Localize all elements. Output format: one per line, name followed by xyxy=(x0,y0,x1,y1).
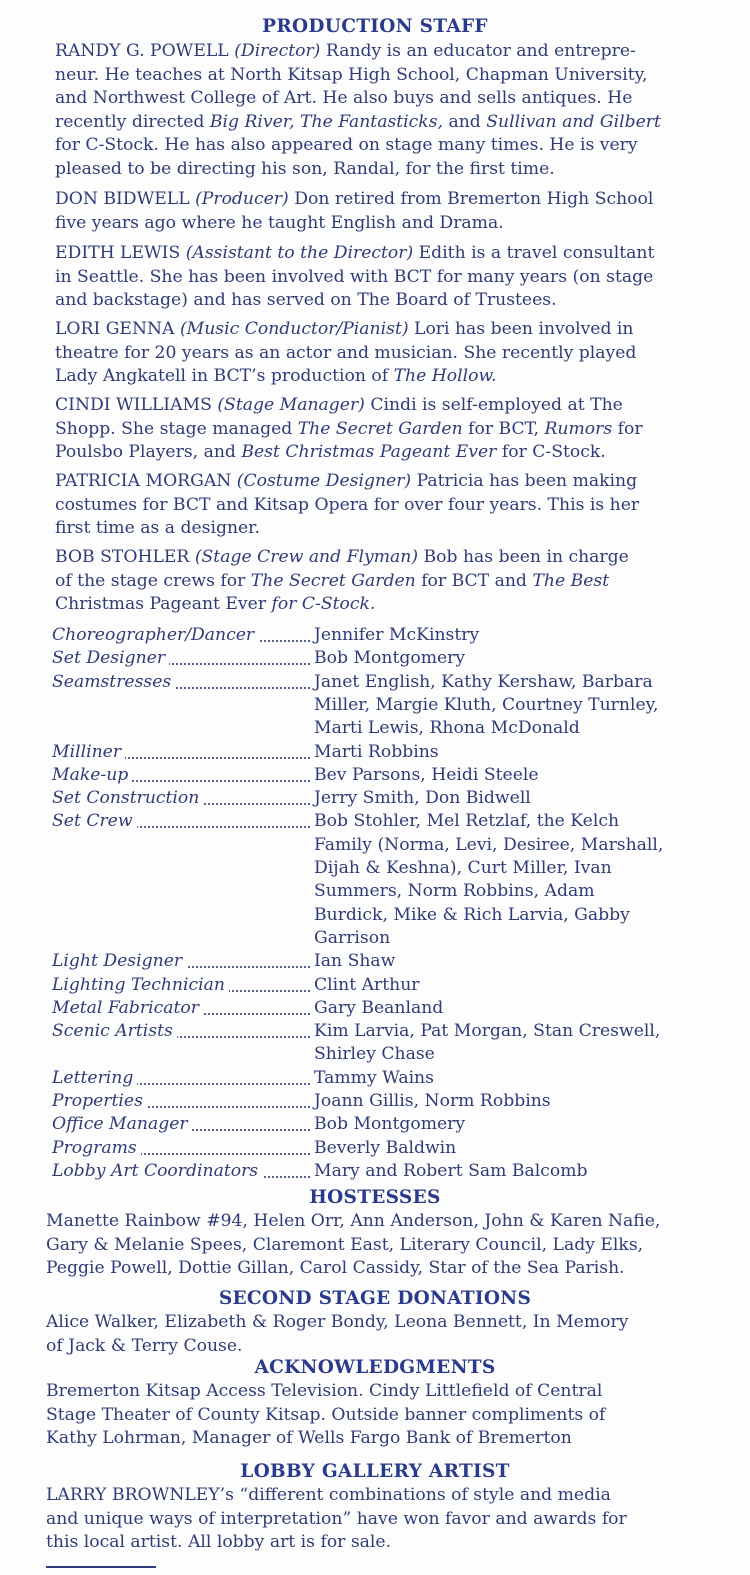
credit-name-line: Miller, Margie Kluth, Courtney Turnley, xyxy=(314,694,659,715)
credit-row xyxy=(52,1020,712,1067)
credit-row xyxy=(52,624,712,647)
credit-name-line: Mary and Robert Sam Balcomb xyxy=(314,1160,588,1181)
role-label: Properties xyxy=(52,1091,147,1111)
bio-line xyxy=(55,134,710,158)
bio-entry xyxy=(55,394,710,465)
bio-text: Don retired from Bremerton High School xyxy=(294,189,654,209)
credit-name-line: Tammy Wains xyxy=(314,1067,434,1088)
acknowledgments-heading: ACKNOWLEDGMENTS xyxy=(254,1357,496,1378)
bio-line xyxy=(55,470,710,494)
staff-role: (Producer) xyxy=(195,189,289,209)
credit-names xyxy=(314,1137,714,1160)
credit-role xyxy=(52,741,310,764)
credit-row xyxy=(52,810,712,950)
bio-text: five years ago where he taught English and Drama. xyxy=(55,212,504,233)
hostesses-heading: HOSTESSES xyxy=(309,1187,441,1208)
bio-line xyxy=(55,418,710,442)
staff-name: BOB STOHLER xyxy=(55,547,190,567)
work-title: Best Christmas Pageant Ever xyxy=(241,442,497,462)
bio-entry xyxy=(55,242,710,313)
staff-name: DON BIDWELL xyxy=(55,189,190,209)
paragraph-line: Stage Theater of County Kitsap. Outside banner compliments of xyxy=(46,1404,606,1425)
credit-role xyxy=(52,950,310,973)
credit-role xyxy=(52,1113,310,1136)
bio-line xyxy=(55,570,710,594)
credit-role xyxy=(52,974,310,997)
bio-text: of the stage crews for xyxy=(55,570,251,591)
credit-name-line: Bev Parsons, Heidi Steele xyxy=(314,764,539,785)
bio-line xyxy=(55,342,710,366)
bio-text: for BCT and xyxy=(415,570,533,591)
credit-row xyxy=(52,787,712,810)
credit-name-line: Family (Norma, Levi, Desiree, Marshall, xyxy=(314,834,664,855)
bio-text: Shopp. She stage managed xyxy=(55,418,298,439)
staff-role: (Director) xyxy=(234,41,321,61)
bio-line xyxy=(55,494,710,518)
credit-row xyxy=(52,974,712,997)
credit-role xyxy=(52,624,310,647)
role-label: Metal Fabricator xyxy=(52,998,203,1018)
credit-name-line: Summers, Norm Robbins, Adam xyxy=(314,881,595,902)
credit-names xyxy=(314,624,714,647)
paragraph-line: Gary & Melanie Spees, Claremont East, Literary Council, Lady Elks, xyxy=(46,1234,644,1255)
credit-row xyxy=(52,1067,712,1090)
credit-name-line: Burdick, Mike & Rich Larvia, Gabby xyxy=(314,904,630,925)
credit-name-line: Garrison xyxy=(314,927,391,948)
role-label: Light Designer xyxy=(52,951,186,971)
credit-role xyxy=(52,671,310,694)
credit-role xyxy=(52,787,310,810)
hostesses-text xyxy=(46,1210,711,1281)
bio-text: Edith is a travel consultant xyxy=(418,243,655,263)
bio-text: recently directed xyxy=(55,111,210,132)
bio-entry xyxy=(55,188,710,235)
production-staff-heading: PRODUCTION STAFF xyxy=(262,16,488,37)
bio-line xyxy=(55,64,710,88)
credit-row xyxy=(52,671,712,741)
credit-role xyxy=(52,647,310,670)
acknowledgments-text xyxy=(46,1380,711,1451)
credit-name-line: Marti Robbins xyxy=(314,741,439,762)
bio-entry xyxy=(55,470,710,541)
lobby-gallery-text xyxy=(46,1484,711,1555)
credit-names xyxy=(314,810,714,950)
credit-name-line: Marti Lewis, Rhona McDonald xyxy=(314,718,580,739)
credit-names xyxy=(314,950,714,973)
role-label: Office Manager xyxy=(52,1114,192,1134)
credit-names xyxy=(314,1020,714,1067)
paragraph-line: Alice Walker, Elizabeth & Roger Bondy, Leona Bennett, In Memory xyxy=(46,1312,629,1332)
role-label: Set Crew xyxy=(52,811,137,831)
bio-entry xyxy=(55,546,710,617)
bio-text: theatre for 20 years as an actor and musician. She recently played xyxy=(55,342,637,363)
paragraph-line: Manette Rainbow #94, Helen Orr, Ann Anderson, John & Karen Nafie, xyxy=(46,1211,661,1231)
bio-text: Christmas Pageant Ever xyxy=(55,594,267,614)
role-label: Lighting Technician xyxy=(52,975,229,995)
work-title: The Hollow. xyxy=(393,366,497,386)
bio-text: for xyxy=(612,418,643,439)
credit-names xyxy=(314,1160,714,1183)
credit-role xyxy=(52,1090,310,1113)
bio-text: Bob has been in charge xyxy=(423,547,629,567)
bio-text: and xyxy=(443,111,487,132)
bio-line xyxy=(55,441,710,465)
credit-role xyxy=(52,1137,310,1160)
bio-text: Poulsbo Players, and xyxy=(55,442,242,462)
credit-name-line: Bob Stohler, Mel Retzlaf, the Kelch xyxy=(314,811,620,832)
paragraph-line: Bremerton Kitsap Access Television. Cindy Littlefield of Central xyxy=(46,1381,603,1401)
bio-text: and backstage) and has served on The Board of Trustees. xyxy=(55,290,557,310)
bio-text: first time as a designer. xyxy=(55,518,260,538)
staff-role: (Stage Manager) xyxy=(217,395,365,415)
credit-name-line: Kim Larvia, Pat Morgan, Stan Creswell, xyxy=(314,1021,661,1042)
bio-line xyxy=(55,266,710,290)
bio-entry xyxy=(55,318,710,389)
staff-role: (Costume Designer) xyxy=(236,471,412,491)
credit-name-line: Janet English, Kathy Kershaw, Barbara xyxy=(314,671,653,692)
credit-name-line: Beverly Baldwin xyxy=(314,1137,457,1158)
bio-text: Patricia has been making xyxy=(416,471,638,491)
credit-names xyxy=(314,764,714,787)
credit-role xyxy=(52,1160,310,1183)
bio-line xyxy=(55,289,710,313)
staff-name: LORI GENNA xyxy=(55,319,175,339)
work-title: The Best xyxy=(532,570,610,591)
bio-line xyxy=(55,188,710,212)
credit-role xyxy=(52,997,310,1020)
paragraph-line: Kathy Lohrman, Manager of Wells Fargo Bank of Bremerton xyxy=(46,1428,572,1448)
lobby-gallery-heading: LOBBY GALLERY ARTIST xyxy=(240,1461,510,1482)
credit-row xyxy=(52,950,712,973)
bio-line xyxy=(55,517,710,541)
work-title: The Secret Garden xyxy=(250,570,416,591)
work-title: Rumors xyxy=(544,418,613,439)
credit-row xyxy=(52,741,712,764)
bio-text: and Northwest College of Art. He also buys and sells antiques. He xyxy=(55,88,633,108)
staff-name: PATRICIA MORGAN xyxy=(55,471,232,491)
credit-row xyxy=(52,764,712,787)
bio-line xyxy=(55,242,710,266)
staff-name: EDITH LEWIS xyxy=(55,243,181,263)
work-title: Big River, The Fantasticks, xyxy=(209,111,444,132)
credit-row xyxy=(52,997,712,1020)
bio-line xyxy=(55,40,710,64)
credit-names xyxy=(314,671,714,741)
bio-text: Lady Angkatell in BCT’s production of xyxy=(55,366,394,386)
bio-entry xyxy=(55,40,710,181)
credit-names xyxy=(314,974,714,997)
credit-name-line: Joann Gillis, Norm Robbins xyxy=(314,1091,551,1111)
role-label: Lettering xyxy=(52,1068,137,1088)
credit-names xyxy=(314,741,714,764)
second-stage-heading: SECOND STAGE DONATIONS xyxy=(218,1288,532,1309)
bio-line xyxy=(55,318,710,342)
staff-name: CINDI WILLIAMS xyxy=(55,395,212,415)
bio-text: Lori has been involved in xyxy=(414,319,634,339)
credit-role xyxy=(52,764,310,787)
credit-role xyxy=(52,810,310,833)
credit-names xyxy=(314,1067,714,1090)
role-label: Milliner xyxy=(52,742,125,762)
credit-name-line: Bob Montgomery xyxy=(314,1114,466,1135)
paragraph-line: this local artist. All lobby art is for sale. xyxy=(46,1532,392,1552)
role-label: Seamstresses xyxy=(52,672,175,692)
bio-text: neur. He teaches at North Kitsap High School, Chapman University, xyxy=(55,64,648,85)
credit-names xyxy=(314,1113,714,1136)
footer-rule xyxy=(46,1566,156,1568)
bio-text: Randy is an educator and entrepre- xyxy=(325,41,636,61)
work-title: for C-Stock. xyxy=(266,594,376,614)
bio-text: costumes for BCT and Kitsap Opera for over four years. This is her xyxy=(55,494,640,515)
credit-name-line: Ian Shaw xyxy=(314,951,396,972)
bio-line xyxy=(55,212,710,236)
work-title: The Secret Garden xyxy=(297,418,463,439)
role-label: Programs xyxy=(52,1138,141,1158)
credit-role xyxy=(52,1020,310,1043)
role-label: Set Construction xyxy=(52,788,203,808)
credit-row xyxy=(52,1160,712,1183)
bio-line xyxy=(55,87,710,111)
bio-line xyxy=(55,365,710,389)
paragraph-line: Peggie Powell, Dottie Gillan, Carol Cassidy, Star of the Sea Parish. xyxy=(46,1258,625,1278)
role-label: Choreographer/Dancer xyxy=(52,625,258,645)
bio-text: pleased to be directing his son, Randal, for the first time. xyxy=(55,158,555,179)
staff-name: RANDY G. POWELL xyxy=(55,41,229,61)
credit-name-line: Gary Beanland xyxy=(314,997,444,1018)
credit-row xyxy=(52,1090,712,1113)
credit-row xyxy=(52,1113,712,1136)
credit-name-line: Dijah & Keshna), Curt Miller, Ivan xyxy=(314,857,612,878)
staff-role: (Stage Crew and Flyman) xyxy=(194,547,419,567)
credit-names xyxy=(314,647,714,670)
bio-line xyxy=(55,546,710,570)
credit-names xyxy=(314,787,714,810)
bio-line xyxy=(55,111,710,135)
role-label: Make-up xyxy=(52,765,132,785)
bio-text: for C-Stock. xyxy=(496,442,606,462)
credit-row xyxy=(52,1137,712,1160)
bio-line xyxy=(55,158,710,182)
staff-role: (Music Conductor/Pianist) xyxy=(179,319,409,339)
bio-text: Cindi is self-employed at The xyxy=(370,395,623,415)
role-label: Scenic Artists xyxy=(52,1021,177,1041)
credit-role xyxy=(52,1067,310,1090)
credit-names xyxy=(314,997,714,1020)
bio-text: in Seattle. She has been involved with BCT for many years (on stage xyxy=(55,266,654,287)
credit-row xyxy=(52,647,712,670)
paragraph-line: of Jack & Terry Couse. xyxy=(46,1335,243,1356)
work-title: Sullivan and Gilbert xyxy=(486,111,661,132)
credit-names xyxy=(314,1090,714,1113)
credit-name-line: Jennifer McKinstry xyxy=(314,625,480,645)
credit-name-line: Bob Montgomery xyxy=(314,648,466,669)
paragraph-line: LARRY BROWNLEY’s “different combinations of style and media xyxy=(46,1485,611,1505)
second-stage-text xyxy=(46,1311,711,1358)
bio-line xyxy=(55,593,710,617)
paragraph-line: and unique ways of interpretation” have won favor and awards for xyxy=(46,1508,627,1529)
bio-text: for BCT, xyxy=(462,418,545,439)
bio-line xyxy=(55,394,710,418)
bio-text: for C-Stock. He has also appeared on stage many times. He is very xyxy=(55,135,638,155)
credit-name-line: Clint Arthur xyxy=(314,974,420,995)
credit-name-line: Jerry Smith, Don Bidwell xyxy=(314,788,531,809)
role-label: Set Designer xyxy=(52,648,169,668)
credit-name-line: Shirley Chase xyxy=(314,1044,435,1065)
staff-role: (Assistant to the Director) xyxy=(185,243,414,263)
role-label: Lobby Art Coordinators xyxy=(52,1161,262,1181)
